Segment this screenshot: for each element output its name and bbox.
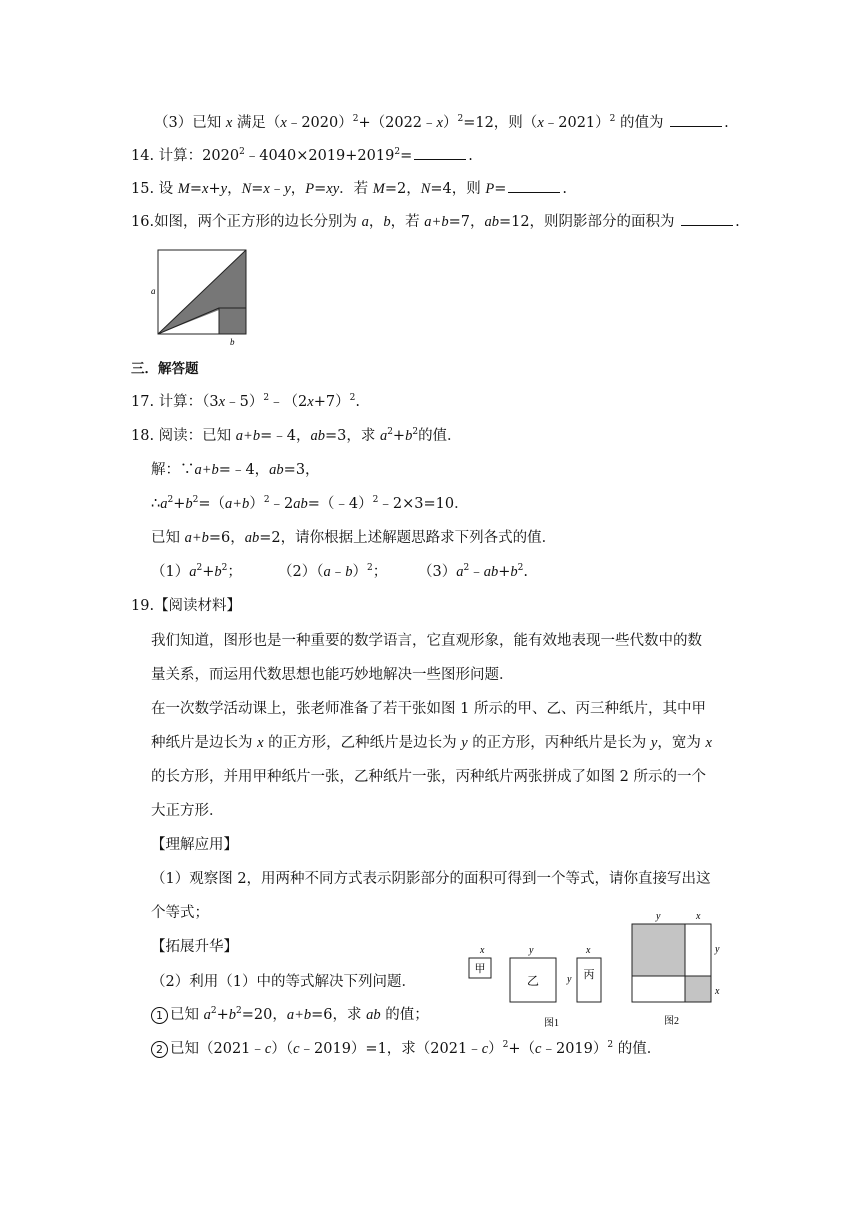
q19-heading-extend: 【拓展升华】	[151, 939, 238, 955]
q19-heading-understand: 【理解应用】	[151, 837, 238, 853]
q13-part3: （3）已知 x 满足（x﹣2020）$^2$+（2022﹣x）$^2$=12，则（x﹣2021）$^2$ 的值为 .	[154, 112, 729, 133]
question-17: 17. 计算：$(3x﹣5)^2﹣(2x+7)^2$.	[131, 393, 360, 410]
q19-para-2: 量关系，而运用代数思想也能巧妙地解决一些图形问题．	[151, 667, 514, 683]
shaded-square-x	[685, 976, 711, 1002]
q18-solution-line2: $\therefore a^2+b^2=(a+b)^2﹣2ab=(﹣4)^2﹣2\times 3=10$．	[151, 495, 469, 512]
label-x: x	[696, 911, 701, 922]
q19-para-6: 大正方形．	[151, 803, 224, 819]
q18-part2: （2）（a﹣b）$^2$；	[278, 563, 388, 580]
rect-xy-right	[685, 924, 711, 976]
q19-sub1: 1 已知 $a^2+b^2=20$，a+b=6，求 ab 的值；	[151, 1005, 429, 1025]
section-heading: 三．解答题	[131, 361, 199, 377]
label-yi: 乙	[526, 974, 540, 988]
caption-fig1: 图1	[544, 1018, 559, 1029]
question-15: 15. 设 M=x+y，N=x﹣y，P=xy．若 M=2，N=4，则 P= .	[131, 178, 567, 199]
q19-part1-line1: （1）观察图 2，用两种不同方式表示阴影部分的面积可得到一个等式，请你直接写出这	[151, 871, 711, 887]
answer-blank[interactable]	[681, 211, 733, 226]
question-16: 16.如图，两个正方形的边长分别为 a，b，若 a+b=7，ab=12，则阴影部分的面积为 .	[131, 211, 740, 232]
shaded-small-square	[219, 308, 246, 334]
label-a: a	[151, 286, 156, 296]
q18-part1: $(1)a^2+b^2$；	[151, 563, 242, 580]
q19-para-5: 的长方形，并用甲种纸片一张，乙种纸片一张，丙种纸片两张拼成了如图 2 所示的一个	[151, 769, 706, 785]
q18-solution-line1: 解：∵a+b=﹣4，ab=3，	[151, 462, 320, 478]
shaded-square-y	[632, 924, 685, 976]
label-y2: y	[567, 974, 572, 985]
answer-blank[interactable]	[508, 178, 560, 193]
answer-blank[interactable]	[670, 112, 722, 127]
answer-blank[interactable]	[414, 145, 466, 160]
label-x-right: x	[715, 986, 720, 997]
label-bing: 丙	[583, 969, 595, 981]
q19-sub2: 2 已知（2021﹣c）（c﹣2019）=1，求（2021﹣c）$^2$+（c﹣2019）$^2$ 的值．	[151, 1039, 661, 1059]
label-y: y	[529, 945, 534, 956]
question-18: 18. 阅读：已知 a+b=﹣4，ab=3，求 $a^2+b^2$的值．	[131, 427, 462, 444]
question-19: 19.【阅读材料】	[131, 598, 242, 614]
q19-para-3: 在一次数学活动课上，张老师准备了若干张如图 1 所示的甲、乙、丙三种纸片，其中甲	[151, 701, 706, 717]
label-x: x	[480, 945, 485, 956]
circled-number: 2	[151, 1041, 168, 1058]
question-14: 14. 计算：$2020^2﹣4040\times 2019+2019^2=$ .	[131, 145, 473, 166]
q19-part2: （2）利用（1）中的等式解决下列问题．	[151, 974, 416, 990]
label-jia: 甲	[474, 963, 486, 975]
label-x2: x	[586, 945, 591, 956]
circled-number: 1	[151, 1007, 168, 1024]
figure-2	[626, 906, 730, 1030]
caption-fig2: 图2	[664, 1016, 679, 1027]
q18-given: 已知 a+b=6，ab=2，请你根据上述解题思路求下列各式的值．	[151, 530, 557, 546]
figure-1	[460, 938, 620, 1030]
rect-xy-bottom	[632, 976, 685, 1002]
q16-figure	[146, 244, 254, 348]
q18-part3: $(3)a^2﹣ab+b^2$.	[418, 563, 528, 580]
label-y-right: y	[715, 944, 720, 955]
label-y: y	[656, 911, 661, 922]
q19-para-4: 种纸片是边长为 x 的正方形，乙种纸片是边长为 y 的正方形，丙种纸片是长为 y，宽为 x	[151, 735, 712, 751]
q19-part1-line2: 个等式；	[151, 905, 209, 921]
q19-para-1: 我们知道，图形也是一种重要的数学语言，它直观形象，能有效地表现一些代数中的数	[151, 633, 702, 649]
label-b: b	[230, 337, 235, 347]
